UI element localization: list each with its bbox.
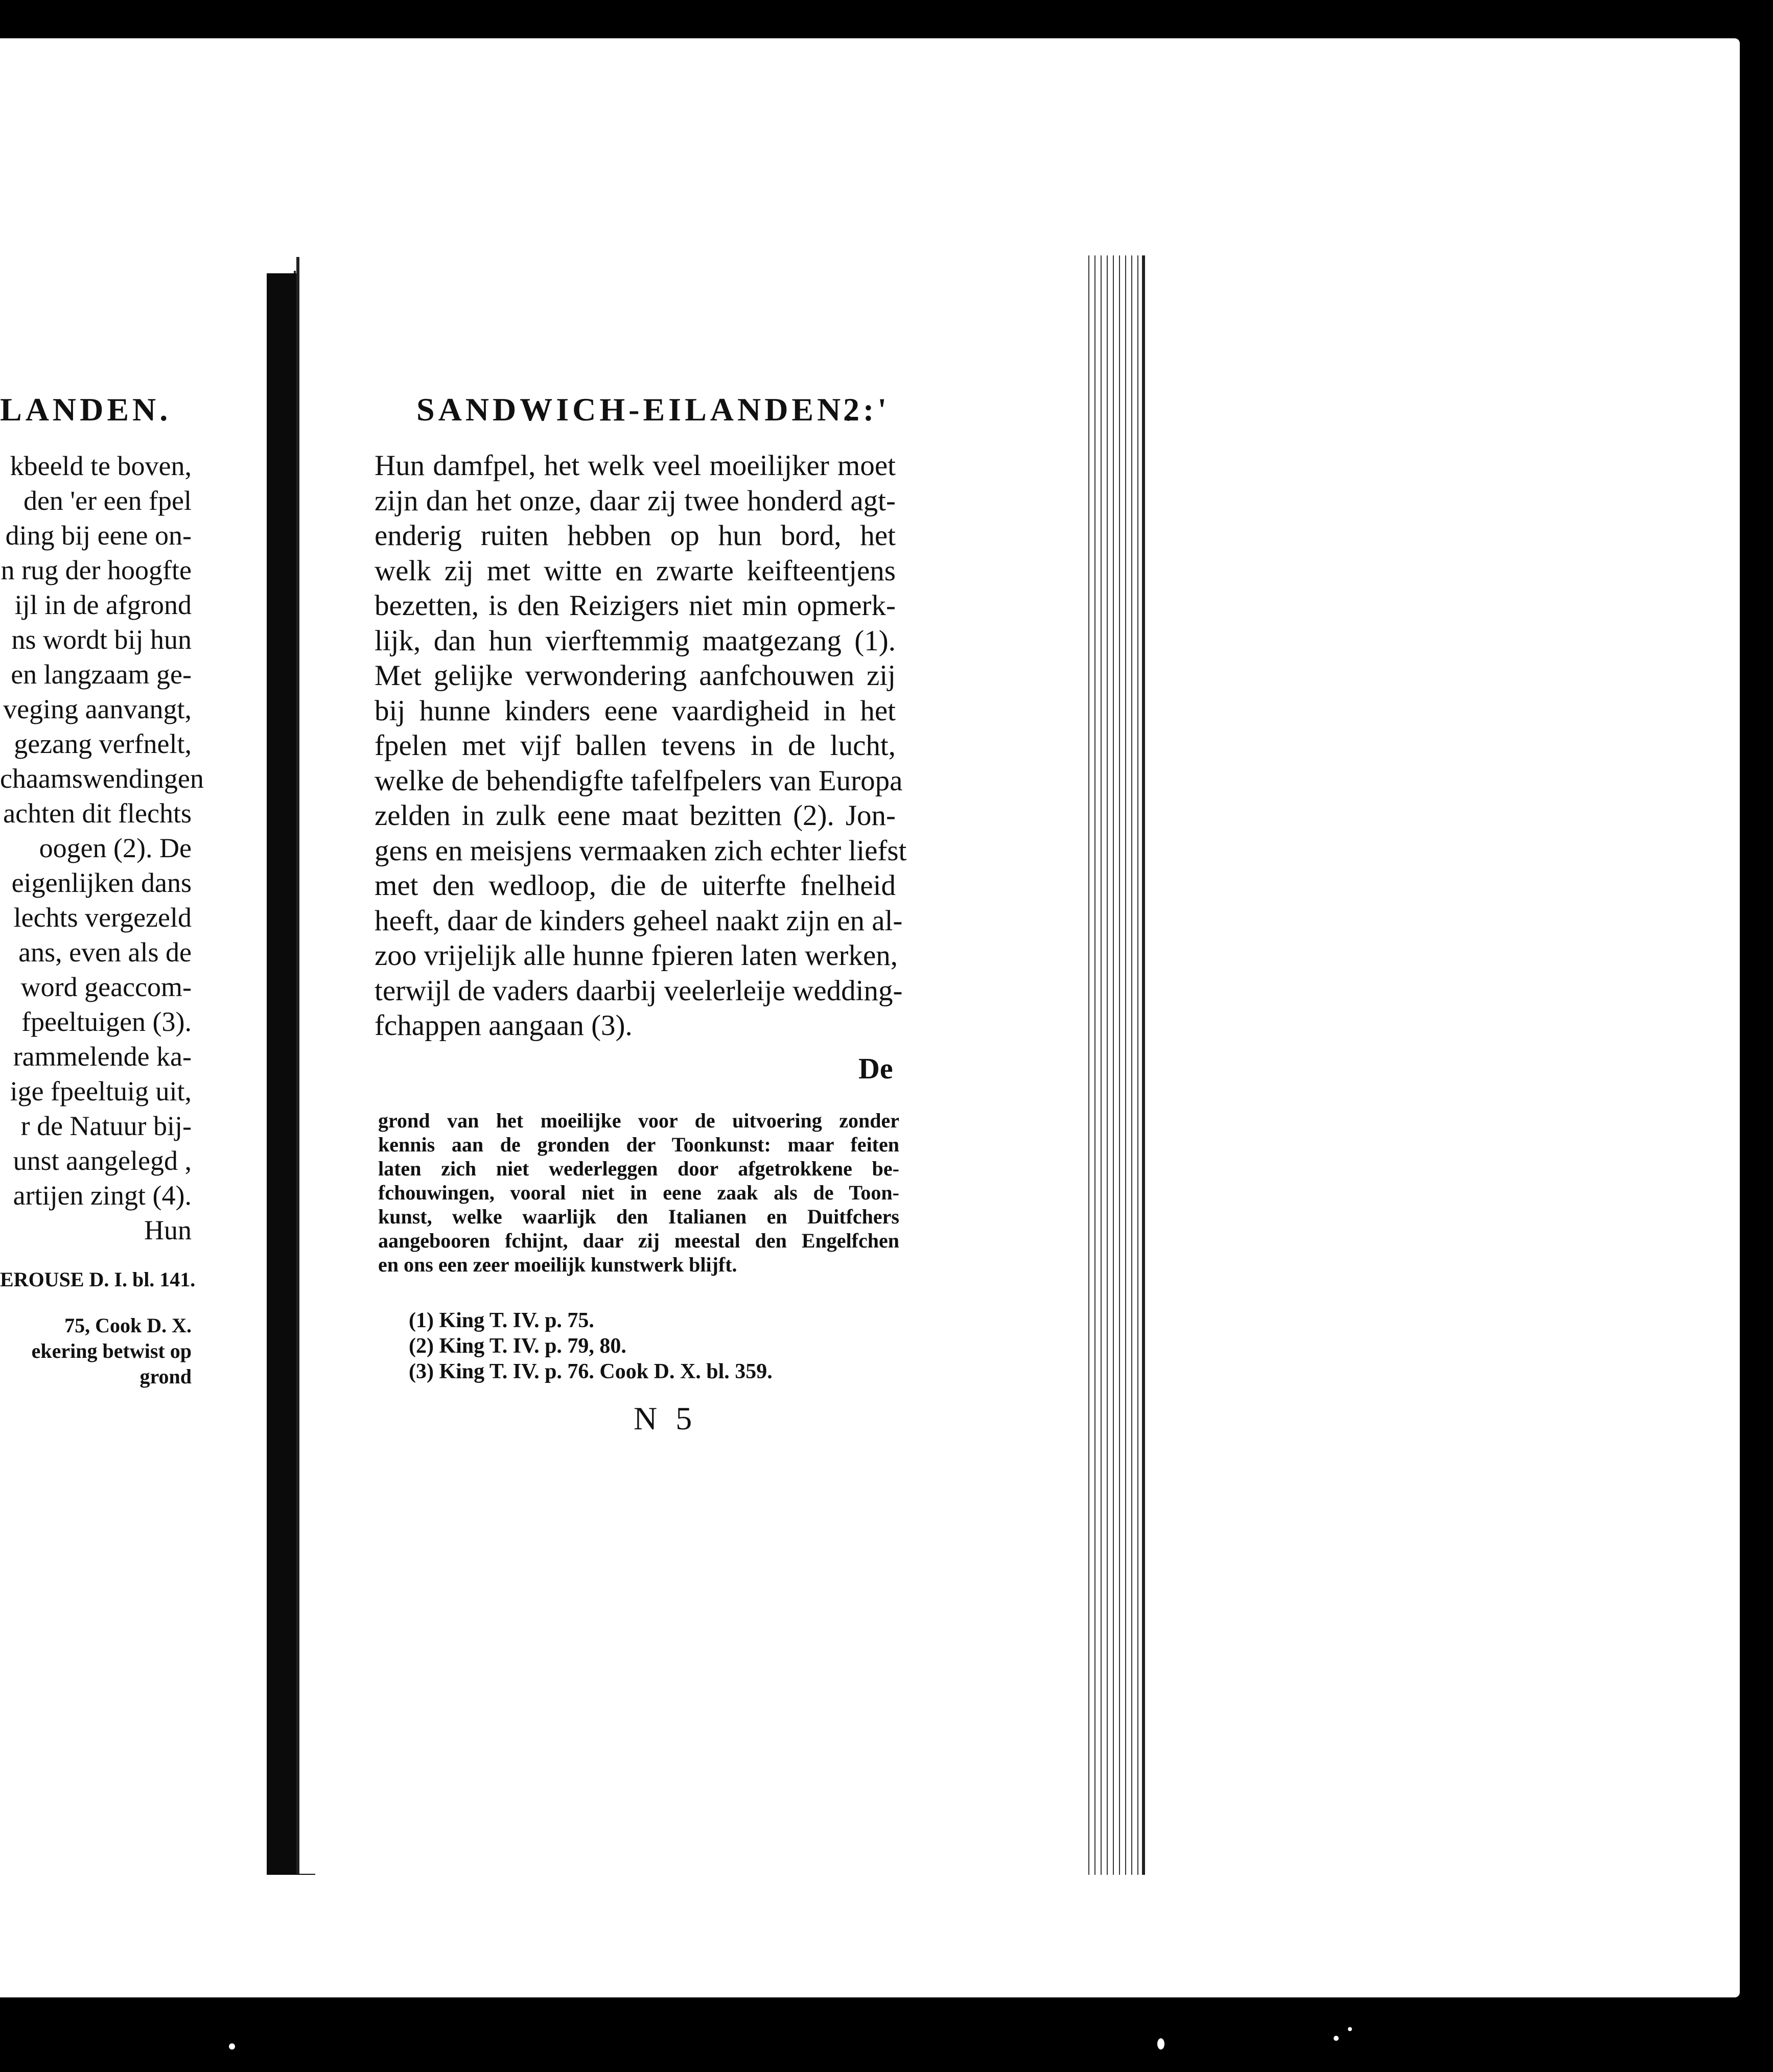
text-line: ding bij eene on- xyxy=(5,520,192,551)
footnote-line: kennis aan de gronden der Toonkunst: maar feiten xyxy=(378,1133,899,1156)
scan-speck xyxy=(1334,2036,1339,2041)
text-line: gens en meisjens vermaaken zich echter liefst xyxy=(375,834,907,867)
text-line: ijl in de afgrond xyxy=(14,590,192,620)
page-edges xyxy=(1086,255,1145,1875)
footnote-line: grond van het moeilijke voor de uitvoering zonder xyxy=(378,1109,899,1132)
footnote-line: en ons een zeer moeilijk kunstwerk blijft. xyxy=(378,1253,737,1276)
text-line: Met gelijke verwondering aanfchouwen zij xyxy=(375,660,896,692)
left-running-head: LANDEN. xyxy=(0,391,172,428)
text-line: achten dit flechts xyxy=(3,798,192,829)
right-body-text xyxy=(375,449,907,1044)
footnote-line: ekering betwist op xyxy=(31,1339,192,1362)
scan-speck xyxy=(1348,2027,1352,2031)
scan-speck xyxy=(1157,2038,1164,2050)
text-line: lechts vergezeld xyxy=(13,902,192,933)
text-line: terwijl de vaders daarbij veelerleije wedding- xyxy=(375,974,903,1007)
text-line: eigenlijken dans xyxy=(11,867,192,898)
left-body-text xyxy=(0,449,204,1247)
footnote-line: EROUSE D. I. bl. 141. xyxy=(0,1268,196,1291)
right-references xyxy=(409,1308,899,1384)
text-line: kbeeld te boven, xyxy=(10,451,192,481)
text-line: r de Natuur bij- xyxy=(20,1111,192,1141)
left-footnote xyxy=(0,1267,196,1390)
footnote-line: kunst, welke waarlijk den Italianen en Duitfchers xyxy=(378,1205,899,1228)
signature-mark: N 5 xyxy=(634,1400,697,1437)
text-line: word geaccom- xyxy=(20,972,192,1002)
text-line: welke de behendigfte tafelfpelers van Europa xyxy=(375,764,903,797)
text-line: heeft, daar de kinders geheel naakt zijn en al- xyxy=(375,904,903,937)
catchword: De xyxy=(858,1052,893,1085)
text-line: zelden in zulk eene maat bezitten (2). Jon- xyxy=(375,799,896,832)
text-line: welk zij met witte en zwarte keifteentjens xyxy=(375,554,896,587)
page-number: 2:' xyxy=(843,391,891,428)
text-line: enderig ruiten hebben op hun bord, het xyxy=(375,520,896,552)
text-line: met den wedloop, die de uiterfte fnelheid xyxy=(375,869,896,902)
footnote-line: grond xyxy=(139,1365,192,1388)
footnote-line: aangebooren fchijnt, daar zij meestal den Engelfchen xyxy=(378,1229,899,1252)
text-line: fpelen met vijf ballen tevens in de lucht, xyxy=(375,729,896,762)
text-line: lijk, dan hun vierftemmig maatgezang (1). xyxy=(375,624,896,657)
right-running-head: SANDWICH-EILANDEN. xyxy=(416,391,856,428)
text-line: den 'er een fpel xyxy=(23,485,192,516)
text-line: bezetten, is den Reizigers niet min opmerk- xyxy=(375,590,896,622)
text-line: bij hunne kinders eene vaardigheid in het xyxy=(375,694,896,727)
reference-line: (1) King T. IV. p. 75. xyxy=(409,1309,594,1332)
footnote-line: laten zich niet wederleggen door afgetrokkene be- xyxy=(378,1157,899,1180)
text-line: en langzaam ge- xyxy=(11,659,192,690)
text-line: veging aanvangt, xyxy=(3,694,192,724)
text-line: Hun damfpel, het welk veel moeilijker moet xyxy=(375,450,896,482)
text-line: n rug der hoogfte xyxy=(1,555,192,585)
text-line: rammelende ka- xyxy=(13,1041,192,1072)
text-line: ige fpeeltuig uit, xyxy=(10,1076,192,1106)
text-line: zoo vrijelijk alle hunne fpieren laten werken, xyxy=(375,939,898,972)
text-line: ans, even als de xyxy=(18,937,192,968)
text-line: artijen zingt (4). xyxy=(13,1180,192,1211)
reference-line: (3) King T. IV. p. 76. Cook D. X. bl. 359. xyxy=(409,1360,773,1383)
text-line: fpeeltuigen (3). xyxy=(21,1006,192,1037)
footnote-line: 75, Cook D. X. xyxy=(64,1314,192,1337)
text-line: chaamswendingen xyxy=(0,763,204,794)
scan-speck xyxy=(229,2043,235,2050)
text-line: unst aangelegd , xyxy=(13,1145,192,1176)
text-line: fchappen aangaan (3). xyxy=(375,1009,633,1042)
text-line: Hun xyxy=(144,1215,192,1245)
text-line: zijn dan het onze, daar zij twee honderd agt- xyxy=(375,484,896,517)
text-line: ns wordt bij hun xyxy=(11,624,192,655)
right-footnote xyxy=(378,1109,899,1277)
reference-line: (2) King T. IV. p. 79, 80. xyxy=(409,1334,626,1358)
text-line: gezang verfnelt, xyxy=(14,728,192,759)
footnote-line: fchouwingen, vooral niet in eene zaak als de Toon- xyxy=(378,1181,899,1204)
text-line: oogen (2). De xyxy=(39,833,192,863)
